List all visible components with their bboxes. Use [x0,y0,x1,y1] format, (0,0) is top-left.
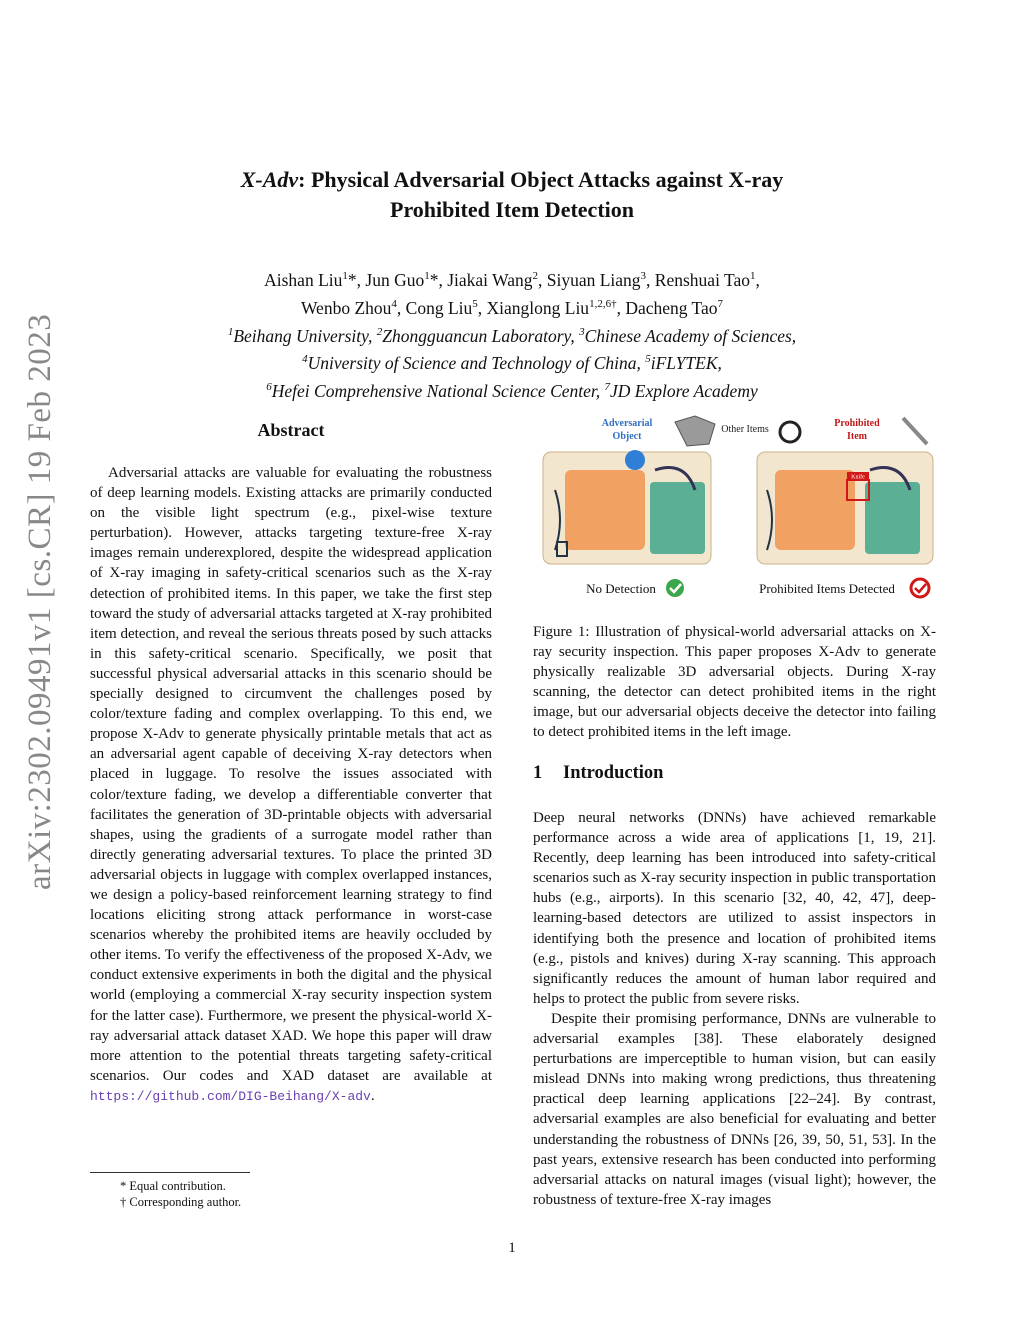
author-line-2: Wenbo Zhou$^4$, Cong Liu$^5$, Xianglong Liu$^{1,2,6\dagger}$, Dacheng Tao$^7$ [300,297,724,318]
title-x-glyph: X [240,167,256,192]
intro-paragraph-1: Deep neural networks (DNNs) have achieved remarkable performance across a wide area of applications [1, 19, 21]. Recently, deep learning has been introduced into safety-critical scenarios such as X-ray security inspection in public transportation hubs (e.g., airports). In this scenario [32, 40, 42, 47], deep-learning-based detectors are utilized to assist inspectors in identifying both the presence and location of prohibited items (e.g., pistols and knives) during X-ray scanning. This approach significantly reduces the amount of human labor required and helps to protect the public from severe risks. [533,810,936,1007]
label-object: Object [612,431,642,442]
label-prohibited: Prohibited [834,418,880,429]
figure-1 [535,410,935,610]
footnotes [90,1178,390,1210]
footnote-equal: * Equal contribution. [120,1179,226,1193]
label-adversarial: Adversarial [601,418,653,429]
label-other-items: Other Items [721,424,769,435]
github-link[interactable]: https://github.com/DIG-Beihang/X-adv [90,1088,371,1104]
section-heading [533,763,936,784]
section-title: Introduction [563,763,664,783]
intro-paragraph-2: Despite their promising performance, DNNs are vulnerable to adversarial examples [38]. These elaborately designed perturbations are imperceptible to human vision, but can easily mislead DNNs into making wrong predictions, thus threatening practical deep learning applications [22–24]. By contrast, adversarial examples are also beneficial for evaluating and better understanding the robustness of DNNs [26, 39, 50, 51, 53]. In the past years, extensive research has been conducted into performing adversarial attacks on natural images (visual light); however, the robustness of texture-free X-ray images [533,1010,936,1208]
page-number: 1 [508,1240,516,1256]
arxiv-stamp: arXiv:2302.09491v1 [cs.CR] 19 Feb 2023 [22,313,58,890]
adversarial-object-marker [625,450,645,470]
detected-check-icon [911,579,929,597]
knife-label: Knife [851,474,865,481]
abstract-body: Adversarial attacks are valuable for evaluating the robustness of deep learning models. Existing attacks are primarily conducted on the visible light spectrum (e.g., pixel-wise texture perturbation). However, attacks targeting texture-free X-ray images remain underexplored, despite the widespread application of X-ray imaging in safety-critical scenarios such as the X-ray detection of prohibited items. In this paper, we take the first step toward the study of adversarial attacks targeted at X-ray prohibited item detection, and reveal the serious threats posed by such attacks in this safety-critical scenario. Specifically, we posit that successful physical adversarial attacks in this scenario should be specially designed to circumvent the challenges posed by color/texture fading and complex overlapping. To this end, we propose X-Adv to generate physically printable metals that act as an adversarial agent capable of deceiving X-ray detectors when placed in luggage. To resolve the issues associated with color/texture fading, we develop a differentiable converter that facilitates the generation of 3D-printable objects with adversarial shapes, using the gradients of a surrogate model rather than directly generating adversarial textures. To place the printed 3D adversarial objects in luggage with complex overlapped instances, we design a policy-based reinforcement learning strategy to find locations eliciting strong attack performance in worst-case scenarios whereby the prohibited items are heavily occluded by other items. To verify the effectiveness of the proposed X-Adv, we conduct extensive experiments in both the digital and the physical world (employing a commercial X-ray security inspection system for the latter case). Furthermore, we present the physical-world X-ray adversarial attack dataset XAD. We hope this paper will draw more attention to the potential threats targeting safety-critical scenarios. Our codes and XAD dataset are available at https://github.com/DIG-Beihang/X-adv. [90,465,492,1104]
luggage-right [757,452,933,564]
author-block [150,264,874,403]
title-line-2: Prohibited Item Detection [390,197,634,222]
paper-title [150,165,874,225]
adversarial-3d-object-icon [675,416,715,446]
intro-body [533,808,936,1210]
affiliation-line-3: $^6$Hefei Comprehensive National Science Center, $^7$JD Explore Academy [266,381,758,402]
author-line-1: Aishan Liu$^1$*, Jun Guo$^1$*, Jiakai Wang$^2$, Siyuan Liang$^3$, Renshuai Tao$^1$, [264,269,760,290]
section-number: 1 [533,763,543,783]
abstract-text: Adversarial attacks are valuable for evaluating the robustness of deep learning models. Existing attacks are primarily conducted on the visible light spectrum (e.g., pixel-wise texture perturbation). However, attacks targeting texture-free X-ray images remain underexplored, despite the widespread application of X-ray imaging in safety-critical scenarios such as the X-ray detection of prohibited items. In this paper, we take the first step toward the study of adversarial attacks targeted at X-ray prohibited item detection, and reveal the serious threats posed by such attacks in this safety-critical scenario. Specifically, we posit that successful physical adversarial attacks in this scenario should be specially designed to circumvent the challenges posed by color/texture fading and complex overlapping. To this end, we propose X-Adv to generate physically printable metals that act as an adversarial agent capable of deceiving X-ray detectors when placed in luggage. To resolve the issues associated with color/texture fading, we develop a differentiable converter that facilitates the generation of 3D-printable objects with adversarial shapes, using the gradients of a surrogate model rather than directly generating adversarial textures. To place the printed 3D adversarial objects in luggage with complex overlapped instances, we design a policy-based reinforcement learning strategy to find locations eliciting strong attack performance in worst-case scenarios whereby the prohibited items are heavily occluded by other items. To verify the effectiveness of the proposed X-Adv, we conduct extensive experiments in both the digital and the physical world (employing a commercial X-ray security inspection system for the latter case). Furthermore, we present the physical-world X-ray adversarial attack dataset XAD. We hope this paper will draw more attention to the potential threats targeting safety-critical scenarios. Our codes and XAD dataset are available at [90,465,492,1084]
footnote-corresponding: † Corresponding author. [120,1195,242,1209]
headphones-icon [780,422,800,442]
figure-caption: Figure 1: Illustration of physical-world adversarial attacks on X-ray security inspection. This paper proposes X-Adv to generate physically realizable 3D adversarial objects. During X-ray scanning, the detector can detect prohibited items in the right image, but our adversarial objects deceive the detector into failing to detect prohibited items in the left image. [533,624,936,740]
luggage-left [543,450,711,564]
no-detection-check-icon [666,579,684,597]
affiliation-line-2: $^4$University of Science and Technology of China, $^5$iFLYTEK, [302,353,722,374]
abstract-heading: Abstract [257,420,325,440]
title-method: -Adv [255,167,299,192]
label-detected: Prohibited Items Detected [759,581,895,596]
knife-icon [903,418,927,444]
title-rest: : Physical Adversarial Object Attacks against X-ray [298,167,784,192]
label-no-detection: No Detection [586,581,656,596]
affiliation-line-1: $^1$Beihang University, $^2$Zhongguancun Laboratory, $^3$Chinese Academy of Sciences, [227,325,797,346]
label-item: Item [847,431,867,442]
footnote-rule [90,1172,250,1173]
